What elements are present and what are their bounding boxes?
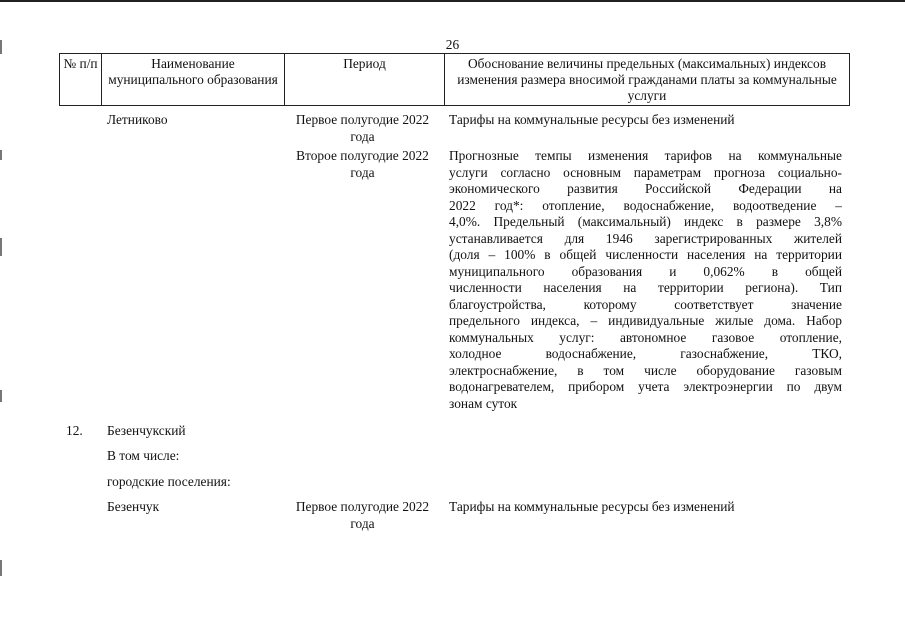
basis-line: водонагревателем, прибором учета электроэнергии по двум (449, 379, 842, 394)
row-period-bezenchuk-1: Первое полугодие 2022 года (295, 499, 430, 531)
basis-line: (доля – 100% в общей численности населения на территории (449, 247, 842, 262)
header-num: № п/п (60, 54, 102, 106)
basis-line: 4,0%. Предельный (максимальный) индекс в размере 3,8% (449, 214, 842, 229)
basis-line: коммунальных услуг: автономное газовое отопление, (449, 329, 842, 345)
row-including: В том числе: (107, 448, 180, 463)
basis-line: электроснабжение, в том числе оборудование газовым (449, 362, 842, 378)
row-basis-letnikovo-1: Тарифы на коммунальные ресурсы без изменений (449, 112, 735, 127)
row-name-bezenchuksky: Безенчукский (107, 423, 186, 438)
row-basis-bezenchuk-1: Тарифы на коммунальные ресурсы без изменений (449, 499, 735, 514)
basis-line: 2022 год*: отопление, водоснабжение, водоотведение – (449, 197, 842, 213)
page-number: 26 (445, 37, 460, 52)
table-header (59, 53, 850, 106)
basis-line: устанавливается для 1946 зарегистрированных жителей (449, 230, 842, 246)
scan-top-edge (0, 0, 905, 2)
row-num-bezenchuksky: 12. (66, 423, 83, 438)
scan-left-edge (0, 0, 4, 631)
row-name-bezenchuk: Безенчук (107, 499, 160, 514)
basis-line: холодное водоснабжение, газоснабжение, ТКО, (449, 346, 842, 361)
row-period-letnikovo-1: Первое полугодие 2022 года (295, 112, 430, 144)
basis-line: Прогнозные темпы изменения тарифов на коммунальные (449, 148, 842, 163)
basis-line: численности населения на территории региона). Тип (449, 280, 842, 295)
basis-line: услуги согласно основным параметрам прогноза социально- (449, 164, 842, 180)
header-period: Период (285, 54, 445, 106)
row-basis-letnikovo-2 (449, 148, 842, 412)
basis-line: экономического развития Российской Федерации на (449, 181, 842, 196)
row-period-letnikovo-2: Второе полугодие 2022 года (296, 148, 429, 180)
basis-line: предельного индекса, – индивидуальные жилые дома. Набор (449, 313, 842, 328)
basis-line: благоустройства, которому соответствует значение (449, 296, 842, 312)
row-urban-settlements: городские поселения: (107, 474, 231, 489)
row-name-letnikovo: Летниково (107, 112, 168, 127)
basis-line: зонам суток (449, 395, 518, 411)
header-name: Наименование муниципального образования (102, 54, 285, 106)
header-basis: Обоснование величины предельных (максимальных) индексов изменения размера вносимой гражданами платы за коммунальные услуги (445, 54, 850, 106)
basis-line: муниципального образования и 0,062% в общей (449, 263, 842, 279)
